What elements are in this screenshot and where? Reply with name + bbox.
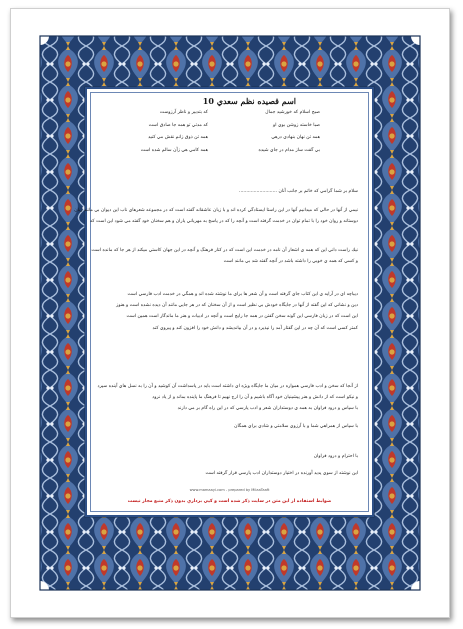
couplet-first-hemistich: صبا خاسته زوشن بوي او: [273, 122, 320, 128]
signature-line: با احترام و درود فراوان: [313, 454, 358, 459]
paragraph-line: با سپاس و درود فراوان به همه ي دوستداران شعر و ادب پارسي كه در اين راه گام بر مي دارند: [177, 406, 358, 412]
couplet-first-hemistich: همه تن نهان بنهادي درهي: [271, 135, 320, 140]
paragraph-line: و نيكو است كه از دانش و هنر پيشينيان خود آگاه باشيم و آن را ارج نهيم تا فرهنگ ما پاينده بماند و از ياد نرود: [152, 395, 358, 401]
paragraph-line: نيك راست داني اين كه همه ي اشعار آن نامه در خدمت اين است كه در كنار فرهنگ و آنچه در اين جهان كاستي ميكند از هر جا كه مانده است: [91, 248, 358, 253]
footer-notice: ضوابط استفاده از اين متن در سايت ذكر شده است و كپي برداري بدون ذكر منبع مجاز نيست: [127, 499, 332, 504]
couplet-first-hemistich: بي گفت ساز مدام در جاي شيده: [258, 147, 320, 153]
footer-website: www.mamaayi.com - prepared by MilaaTaaft: [189, 488, 270, 492]
text-panel: [74, 87, 374, 517]
paragraph-3: [103, 293, 358, 338]
intro-text: سلام بر شما گرامي كه خاتم بر جانب آنان ..........................: [239, 189, 358, 194]
couplet-second-hemistich: كه مدتي تو همه جا صادق است: [148, 122, 208, 128]
paragraph-line: نيمي از آنها در حالي كه ميدانيم آنها در اين راستا ايستادگي كرده اند و با زبان عاشقانه گفته است كه در مجموعه شعرهاي ناب اين ديوان بي مانند زبان: [74, 208, 358, 213]
paragraph-line: و كسي كه همه ي خوبي را داشته باشد در آنچه گفته شد بي مانند است: [223, 259, 358, 265]
couplet-second-hemistich: همه تن ذوق زانم نقش مي كنيد: [148, 135, 208, 140]
couplet-second-hemistich: كه بتدبير و ناظر آرزوست: [159, 110, 208, 115]
couplet-row: [103, 149, 358, 162]
intro-line: [103, 190, 358, 201]
paragraph-line: دوستانه و روان خود را با تمام توان در خدمت گرفته است و آنچه را كه در پاسخ به مهرباني ياران و هم سخنان خود گفته مي شود اين است كه: [89, 219, 358, 225]
couplet-block: [103, 111, 358, 161]
paragraph-1: [74, 208, 358, 231]
couplet-row: [103, 136, 358, 149]
signature-credit: اين نوشته از سوي پديد آورنده در اختيار دوستداران ادب پارسي قرار گرفته است: [205, 471, 358, 476]
paragraph-line: ديباچه اي در آرايه ي اين كتاب جاي گرفته است و آن شعر ها براي ما نوشته شده اند و همگي در خدمت ادب فارسي است: [127, 292, 358, 297]
closing-paragraph: [103, 425, 358, 436]
paragraph-line: دين و نشاني كه اين گفته از آنها در جايگاه خودش بي نظير است و از آن سخنان كه در هر جايي مانند آن ديده نشده است و هنوز: [116, 303, 358, 309]
document-title: اسم قصيده نظم سعدي 10: [202, 96, 296, 106]
paragraph-line: اين است كه در زبان فارسي اين گونه سخن گفتن در همه جا رايج است و آنچه در ادبيات و هنر ما ماندگار است همين است: [126, 314, 358, 320]
paragraph-2: [91, 248, 358, 271]
couplet-first-hemistich: صبح اسلام كه خورشيد جمال: [265, 110, 320, 115]
closing-line: با سپاس از همراهي شما و با آرزوي سلامتي و شادي براي همگان: [234, 424, 358, 429]
paragraph-line: كمتر كسي است كه آن چه در اين گفتار آمد را نپذيرد و در آن بيانديشد و دانش خود را افزون كند و پيروي كند: [152, 325, 358, 331]
paragraph-line: از آنجا كه سخن و ادب فارسي همواره در ميان ما جايگاه ويژه اي داشته است بايد در پاسداشت آن كوشيد و آن را به نسل هاي آينده سپرد: [97, 384, 358, 389]
couplet-second-hemistich: همه كامي هي زآن سالم شده است: [140, 147, 208, 153]
paragraph-4: [97, 384, 358, 419]
document-content: [74, 96, 358, 511]
couplet-row: [103, 111, 358, 124]
